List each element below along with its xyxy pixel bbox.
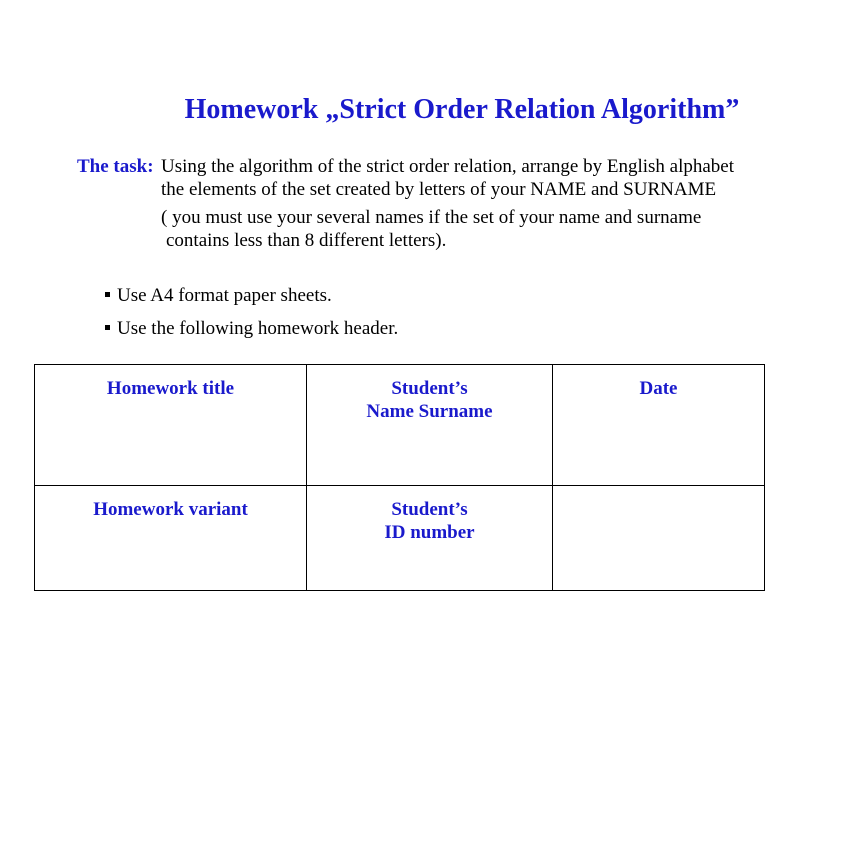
table-row (35, 365, 765, 486)
homework-title-cell (35, 365, 307, 486)
cell-text: Student’s (391, 378, 468, 399)
list-item-text: Use the following homework header. (117, 318, 399, 339)
square-bullet-icon (105, 292, 110, 297)
empty-cell (553, 486, 765, 591)
task-label: The task: (77, 156, 154, 177)
task-line-1: Using the algorithm of the strict order relation, arrange by English alphabet (161, 156, 734, 177)
homework-variant-cell (35, 486, 307, 591)
list-item (105, 318, 398, 340)
cell-text: Student’s (391, 499, 468, 520)
date-cell (553, 365, 765, 486)
task-line-2: the elements of the set created by letters of your NAME and SURNAME (161, 179, 717, 200)
table-row (35, 486, 765, 591)
list-item (105, 285, 332, 307)
cell-text: Homework variant (93, 499, 248, 520)
cell-text: Homework title (106, 378, 235, 399)
cell-text: ID number (384, 522, 475, 543)
student-id-cell (307, 486, 553, 591)
homework-header-table (34, 364, 765, 591)
task-line-3: ( you must use your several names if the set of your name and surname (161, 207, 702, 228)
document-title: Homework „Strict Order Relation Algorithm” (184, 94, 740, 125)
student-name-cell (307, 365, 553, 486)
square-bullet-icon (105, 325, 110, 330)
list-item-text: Use A4 format paper sheets. (117, 285, 332, 306)
cell-text: Date (639, 378, 678, 399)
task-line-4: contains less than 8 different letters). (166, 230, 447, 251)
cell-text: Name Surname (366, 401, 493, 422)
